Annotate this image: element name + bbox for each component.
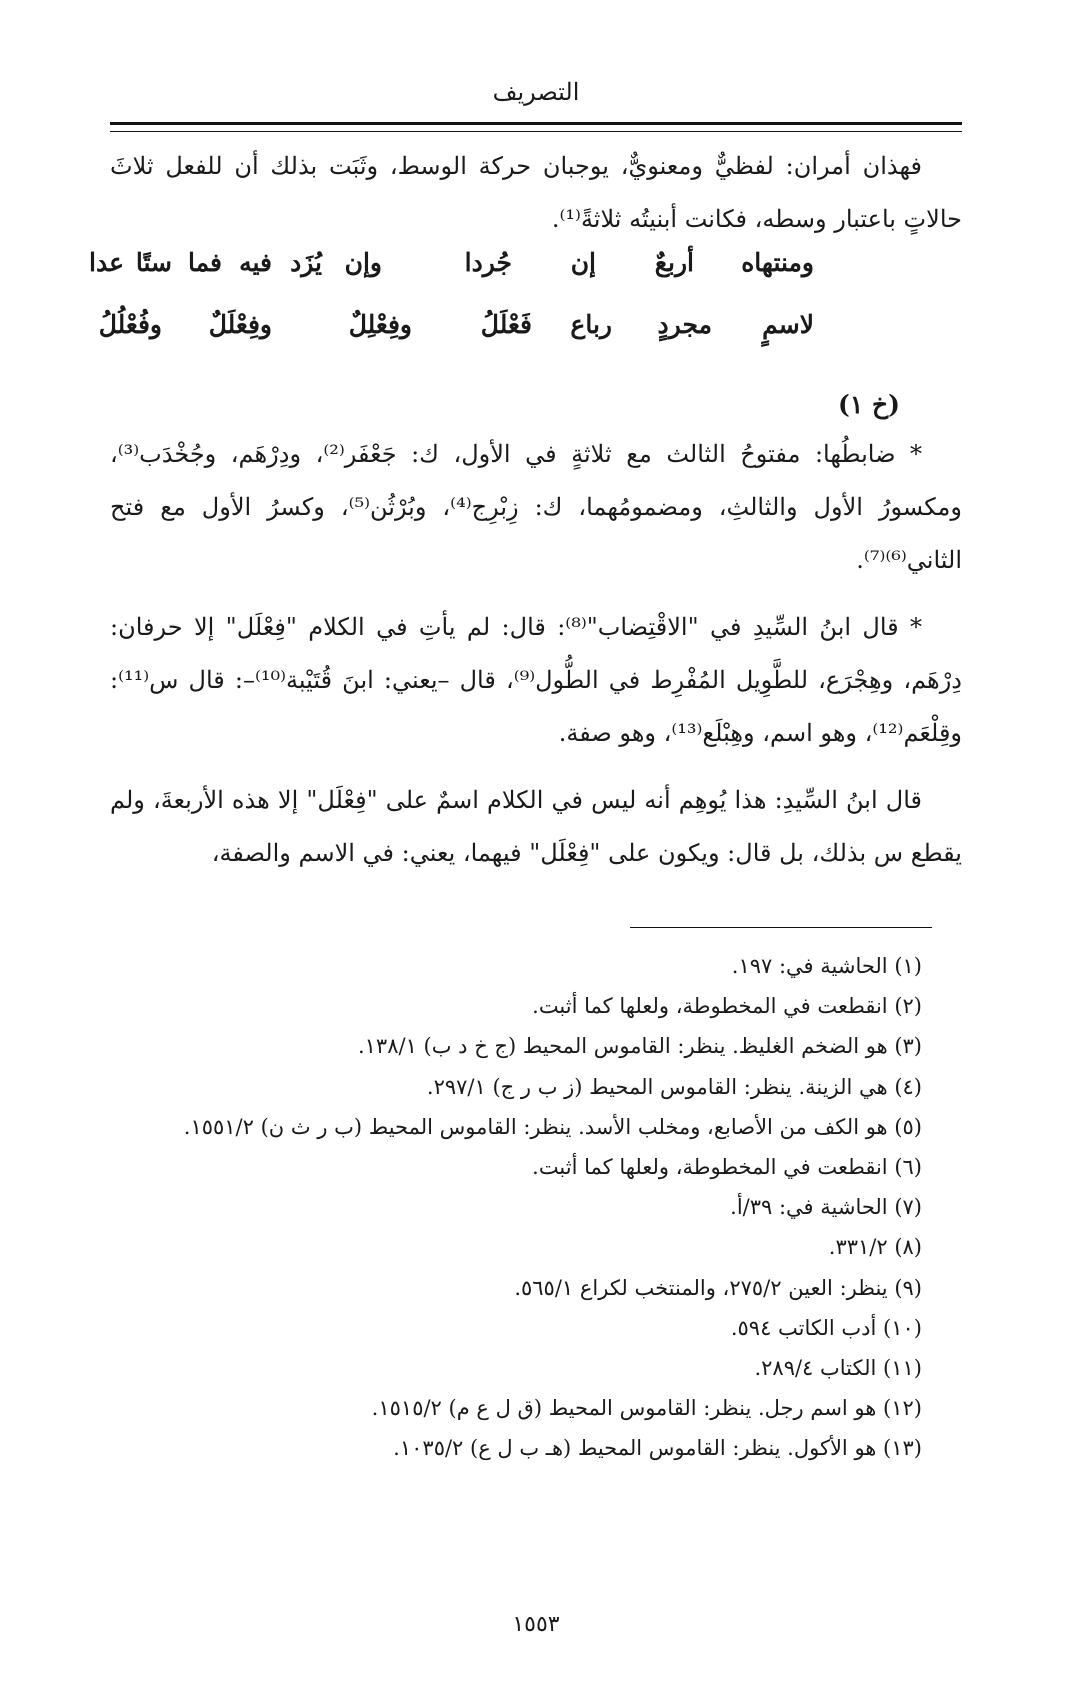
verse-word: وفِعْلَلٌ [208, 310, 272, 339]
verse-word: عدا [89, 248, 124, 277]
verse-word: جُردا [464, 248, 512, 277]
verse-word: ستًا [135, 248, 172, 277]
verse-word: مجردٍ [657, 310, 712, 339]
verse-word: وفِعْلِلٌ [348, 310, 412, 339]
main-text [110, 428, 962, 880]
footnote: (١٣) هو الأكول. ينظر: القاموس المحيط (هـ ب ل ع) ١٠٣٥/٢. [393, 1436, 922, 1461]
footnote: (٤) هي الزينة. ينظر: القاموس المحيط (ز ب ر ج) ٢٩٧/١. [426, 1074, 922, 1099]
footnote-separator [630, 927, 932, 928]
footnote: (٦) انقطعت في المخطوطة، ولعلها كما أثبت. [532, 1155, 922, 1180]
verse-word: يُزَد [290, 248, 322, 277]
verse-word: رباع [570, 310, 612, 339]
footnotes [110, 946, 922, 1469]
footnote: (٥) هو الكف من الأصابع، ومخلب الأسد. ينظر: القاموس المحيط (ب ر ث ن) ١٥٥١/٢. [183, 1114, 922, 1139]
footnote: (٢) انقطعت في المخطوطة، ولعلها كما أثبت. [532, 994, 922, 1019]
verse-word: فيه [239, 248, 272, 277]
footnote: (٩) ينظر: العين ٢٧٥/٢، والمنتخب لكراع ٥٦٥/١. [514, 1275, 922, 1300]
verse-word: إن [570, 248, 596, 277]
header-rule-thick [110, 122, 962, 125]
verse-word: وفُعْلُلُ [98, 310, 162, 339]
verse-word: أربعٌ [654, 248, 694, 277]
footnote: (١٢) هو اسم رجل. ينظر: القاموس المحيط (ق ل ع م) ١٥١٥/٢. [371, 1396, 922, 1421]
verse-word: فما [187, 248, 222, 277]
footnote: (٣) هو الضخم الغليظ. ينظر: القاموس المحيط (ج خ د ب) ١٣٨/١. [357, 1034, 922, 1059]
paragraph-3: * قال ابنُ السِّيدِ في "الاقْتِضاب"⁽⁸⁾: قال: لم يأتِ في الكلام "فِعْلَل" إلا حرفان: دِرْهَم، وهِجْرَع، للطَّوِيل المُفْرِط في الطُّول⁽⁹⁾، قال –يعني: ابنَ قُتَيْبة⁽¹⁰⁾–: قال س⁽¹¹⁾: وقِلْعَم⁽¹²⁾، وهو اسم، وهِبْلَع⁽¹³⁾، وهو صفة. [110, 613, 962, 747]
verse-line-2 [98, 310, 962, 360]
verse-word: لاسمٍ [762, 310, 814, 339]
footnote: (٨) ٣٣١/٢. [828, 1235, 922, 1260]
header-rule-thin [110, 131, 962, 132]
verse-word: ومنتهاه [741, 248, 814, 277]
page-header: التصريف [492, 78, 580, 106]
verse-word: وإن [344, 248, 382, 277]
verse-reference: (خ ١) [838, 390, 900, 419]
paragraph-2: * ضابطُها: مفتوحُ الثالث مع ثلاثةٍ في الأول، ك: جَعْفَر⁽²⁾، ودِرْهَم، وجُخْدَب⁽³⁾، ومكسورُ الأول والثالثِ، ومضمومُهما، ك: زِبْرِج⁽⁴⁾، وبُرْثُن⁽⁵⁾، وكسرُ الأول مع فتح الثاني⁽⁶⁾⁽⁷⁾. [110, 440, 962, 574]
verse-word: فَعْلَلُ [480, 310, 532, 339]
paragraph-1: فهذان أمران: لفظيٌّ ومعنويٌّ، يوجبان حركة الوسط، وثَبَت بذلك أن للفعل ثلاثَ حالاتٍ باعتبار وسطه، فكانت أبنيتُه ثلاثةً⁽¹⁾. [110, 152, 962, 233]
verse-line-1 [89, 248, 962, 298]
intro-text [110, 140, 962, 246]
footnote: (١) الحاشية في: ١٩٧. [731, 954, 922, 978]
page-number: ١٥٥٣ [512, 1612, 560, 1637]
footnote: (٧) الحاشية في: ٣٩/أ. [730, 1195, 922, 1220]
footnote: (١٠) أدب الكاتب ٥٩٤. [730, 1315, 922, 1340]
footnote: (١١) الكتاب ٢٨٩/٤. [754, 1356, 922, 1381]
paragraph-4: قال ابنُ السِّيدِ: هذا يُوهِم أنه ليس في الكلام اسمٌ على "فِعْلَل" إلا هذه الأربعةَ، ولم يقطع س بذلك، بل قال: ويكون على "فِعْلَل" فيهما، يعني: في الاسم والصفة، [110, 786, 962, 867]
